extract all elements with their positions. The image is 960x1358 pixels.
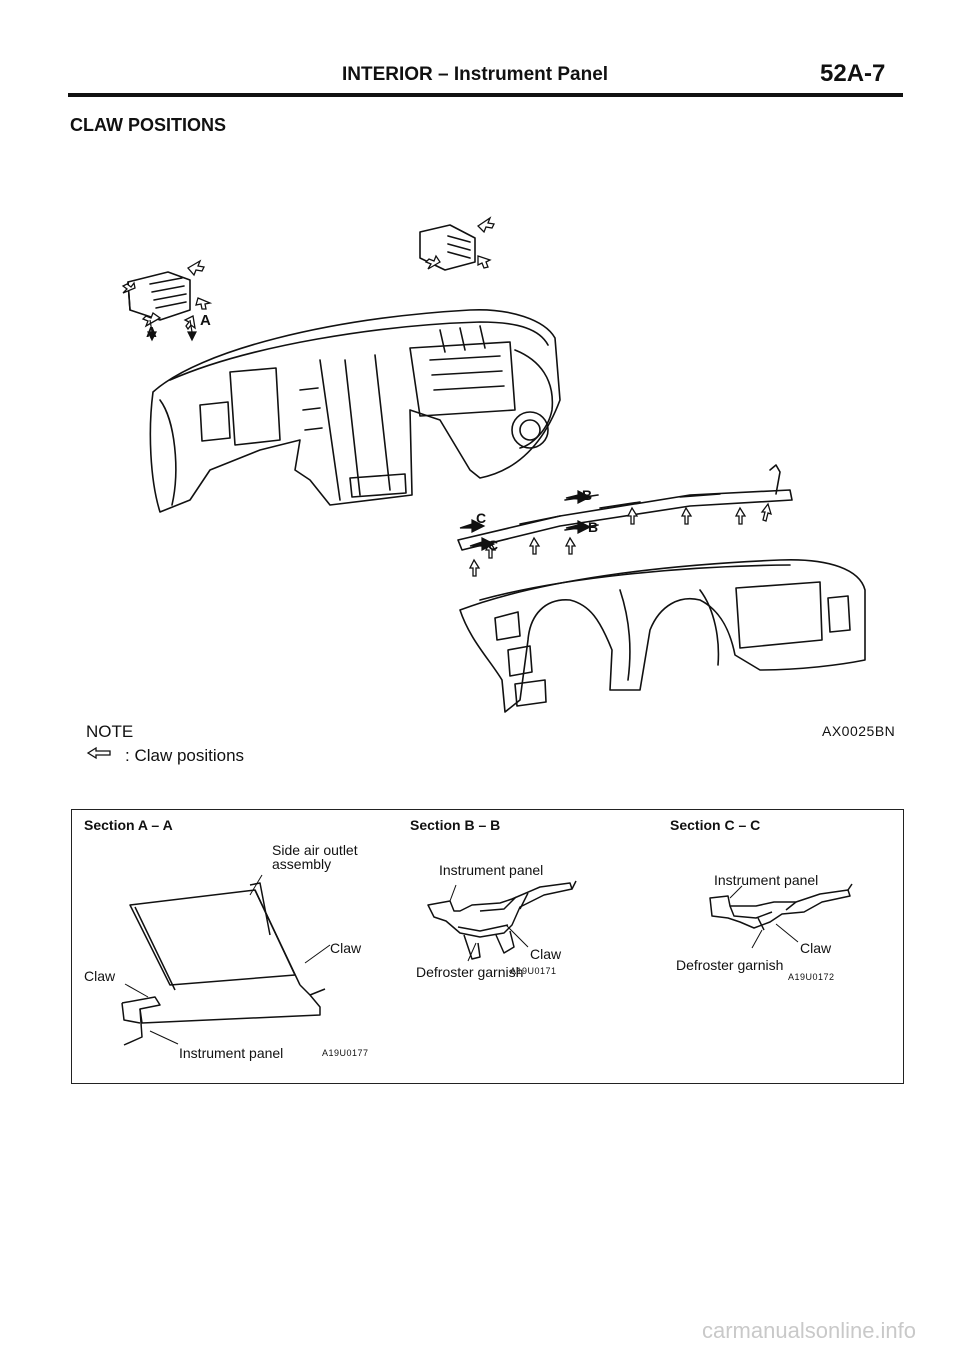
label-bb-defroster-garnish: Defroster garnish [416,964,524,980]
note-legend: : Claw positions [125,746,245,765]
label-c-top: C [476,510,487,526]
note-title: NOTE [86,722,134,741]
label-a-left: A [146,324,157,341]
code-aa: A19U0177 [322,1048,369,1058]
label-c-bottom: C [488,537,499,553]
label-aa-claw-left: Claw [84,968,116,984]
watermark: carmanualsonline.info [702,1318,917,1343]
label-side-air-outlet: Side air outlet assembly [272,842,358,872]
label-b-top: B [582,487,593,503]
section-cc-drawing [700,888,860,958]
code-bb: A19U0171 [510,966,557,976]
label-cc-instrument-panel: Instrument panel [714,872,819,888]
code-cc: A19U0172 [788,972,835,982]
label-bb-claw: Claw [530,946,562,962]
section-bb-title: Section B – B [410,817,501,833]
page-number: 52A-7 [820,60,886,87]
label-bb-instrument-panel: Instrument panel [439,862,544,878]
label-a-right: A [200,312,211,329]
section-bb-drawing [420,875,600,975]
claw-arrow-icon [86,747,116,759]
section-aa-title: Section A – A [84,817,173,833]
label-cc-defroster-garnish: Defroster garnish [676,957,784,973]
label-cc-claw: Claw [800,940,832,956]
label-aa-instrument-panel: Instrument panel [179,1045,284,1061]
diagram-reference: AX0025BN [822,723,896,739]
header-title: INTERIOR – Instrument Panel [342,64,609,85]
section-cc-title: Section C – C [670,817,761,833]
label-aa-claw-right: Claw [330,940,362,956]
label-b-bottom: B [588,519,599,535]
section-heading: CLAW POSITIONS [70,115,227,135]
